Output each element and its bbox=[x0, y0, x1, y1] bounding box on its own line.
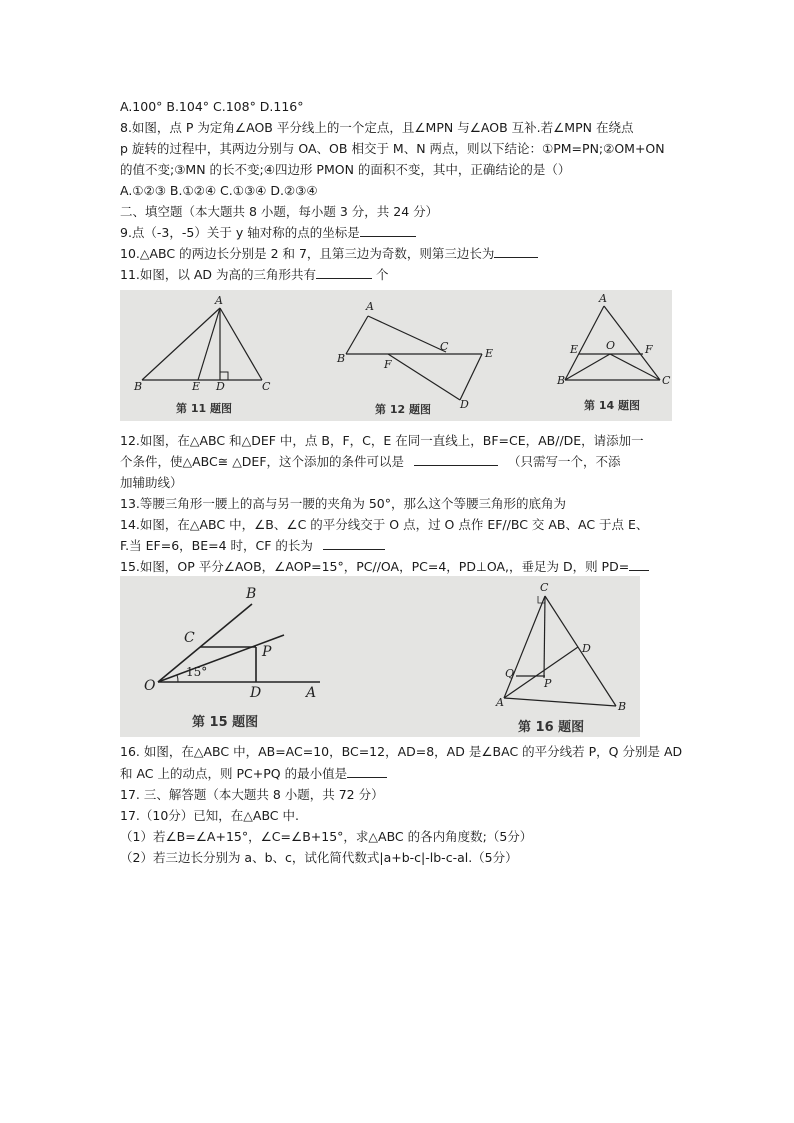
q9 bbox=[120, 223, 416, 242]
q12-line2-text: 个条件，使△ABC≅ △DEF，这个添加的条件可以是 bbox=[120, 454, 405, 469]
fig12 bbox=[336, 300, 493, 416]
figure-row-15-16-svg bbox=[120, 576, 640, 737]
fig11 bbox=[133, 294, 271, 415]
fig14-label-e: E bbox=[570, 343, 579, 356]
q17-title: 17.（10分）已知，在△ABC 中. bbox=[120, 808, 299, 823]
q14-line2 bbox=[120, 536, 385, 555]
q15 bbox=[120, 557, 649, 576]
q17-part2: （2）若三边长分别为 a、b、c，试化简代数式|a+b-c|-lb-c-al.（5分） bbox=[120, 850, 518, 865]
figure-row-11-12-14-svg bbox=[120, 290, 672, 421]
q12-answer-blank[interactable] bbox=[414, 453, 498, 466]
q15-answer-blank[interactable] bbox=[629, 558, 649, 571]
q7-options: A.100° B.104° C.108° D.116° bbox=[120, 99, 304, 114]
q12-line2 bbox=[120, 452, 621, 471]
fig14-caption: 第 14 题图 bbox=[584, 399, 640, 412]
fig11-label-a: A bbox=[215, 294, 223, 307]
fig12-label-f: F bbox=[384, 358, 392, 371]
fig14-label-c: C bbox=[662, 374, 671, 387]
q12-line2-tail: （只需写一个，不添 bbox=[508, 454, 621, 469]
q11-tail: 个 bbox=[376, 267, 389, 282]
fig11-label-b: B bbox=[134, 380, 143, 393]
section2-title: 二、填空题（本大题共 8 小题，每小题 3 分，共 24 分） bbox=[120, 204, 439, 219]
q8-options: A.①②③ B.①②④ C.①③④ D.②③④ bbox=[120, 183, 318, 198]
fig12-label-e: E bbox=[485, 347, 494, 360]
section3-title: 17. 三、解答题（本大题共 8 小题，共 72 分） bbox=[120, 787, 384, 802]
q14-line2-text: F.当 EF=6，BE=4 时，CF 的长为 bbox=[120, 538, 313, 553]
q12-line1: 12.如图，在△ABC 和△DEF 中，点 B，F，C，E 在同一直线上，BF=CE，AB//DE，请添加一 bbox=[120, 433, 644, 448]
fig12-label-a: A bbox=[366, 300, 374, 313]
q12-line3: 加辅助线） bbox=[120, 475, 183, 490]
fig16-caption: 第 16 题图 bbox=[518, 720, 585, 735]
fig16-label-b: B bbox=[618, 700, 627, 713]
fig16 bbox=[495, 581, 626, 735]
q16-line2 bbox=[120, 764, 387, 783]
q11-text: 11.如图，以 AD 为高的三角形共有 bbox=[120, 267, 317, 282]
q10-text: 10.△ABC 的两边长分别是 2 和 7，且第三边为奇数，则第三边长为 bbox=[120, 246, 495, 261]
fig15-label-b: B bbox=[246, 586, 257, 602]
fig15-label-d: D bbox=[250, 685, 262, 701]
q13: 13.等腰三角形一腰上的高与另一腰的夹角为 50°，那么这个等腰三角形的底角为 bbox=[120, 496, 567, 511]
q8-line3: 的值不变;③MN 的长不变;④四边形 PMON 的面积不变，其中，正确结论的是（） bbox=[120, 162, 571, 177]
q15-text: 15.如图，OP 平分∠AOB，∠AOP=15°，PC//OA，PC=4，PD⊥OA,，垂足为 D，则 PD= bbox=[120, 559, 630, 574]
fig15-label-p: P bbox=[262, 644, 272, 660]
q9-answer-blank[interactable] bbox=[360, 224, 416, 237]
q9-text: 9.点（-3，-5）关于 y 轴对称的点的坐标是 bbox=[120, 225, 360, 240]
fig12-label-b: B bbox=[337, 352, 346, 365]
fig14-label-b: B bbox=[557, 374, 566, 387]
fig15 bbox=[144, 586, 320, 730]
q10 bbox=[120, 244, 538, 263]
fig12-caption: 第 12 题图 bbox=[375, 403, 431, 416]
fig11-label-c: C bbox=[262, 380, 271, 393]
fig11-label-e: E bbox=[192, 380, 201, 393]
q10-answer-blank[interactable] bbox=[494, 245, 538, 258]
fig14-label-f: F bbox=[645, 343, 653, 356]
fig14-label-a: A bbox=[599, 292, 607, 305]
q11-answer-blank[interactable] bbox=[316, 266, 372, 279]
fig14 bbox=[556, 292, 671, 412]
q8-line2: p 旋转的过程中，其两边分别与 OA、OB 相交于 M、N 两点，则以下结论：①PM=PN;②OM+ON bbox=[120, 141, 665, 156]
q17-part1: （1）若∠B=∠A+15°，∠C=∠B+15°，求△ABC 的各内角度数;（5分） bbox=[120, 829, 533, 844]
q14-line1: 14.如图，在△ABC 中，∠B、∠C 的平分线交于 O 点，过 O 点作 EF//BC 交 AB、AC 于点 E、 bbox=[120, 517, 649, 532]
fig11-caption: 第 11 题图 bbox=[176, 402, 232, 415]
q16-line2-text: 和 AC 上的动点，则 PC+PQ 的最小值是 bbox=[120, 766, 348, 781]
q11 bbox=[120, 265, 389, 284]
fig14-label-o: O bbox=[606, 339, 616, 352]
fig12-label-d: D bbox=[460, 398, 469, 411]
fig16-label-p: P bbox=[544, 677, 552, 690]
q8-line1: 8.如图，点 P 为定角∠AOB 平分线上的一个定点，且∠MPN 与∠AOB 互补.若∠MPN 在绕点 bbox=[120, 120, 634, 135]
fig15-angle-label: 15° bbox=[186, 665, 208, 679]
q16-line1: 16. 如图，在△ABC 中，AB=AC=10，BC=12，AD=8，AD 是∠BAC 的平分线若 P，Q 分别是 AD bbox=[120, 744, 683, 759]
fig15-label-o: O bbox=[144, 678, 156, 694]
fig16-label-d: D bbox=[582, 642, 591, 655]
q16-answer-blank[interactable] bbox=[347, 765, 387, 778]
fig12-label-c: C bbox=[440, 340, 449, 353]
fig11-label-d: D bbox=[216, 380, 225, 393]
fig15-label-c: C bbox=[184, 630, 195, 646]
figure-row-15-16 bbox=[120, 576, 640, 737]
fig16-label-c: C bbox=[540, 581, 549, 594]
figure-row-11-12-14 bbox=[120, 290, 672, 421]
fig16-label-a: A bbox=[496, 696, 504, 709]
fig15-label-a: A bbox=[306, 685, 317, 701]
fig15-caption: 第 15 题图 bbox=[192, 715, 259, 730]
q14-answer-blank[interactable] bbox=[323, 537, 385, 550]
fig16-label-q: Q bbox=[505, 667, 515, 680]
